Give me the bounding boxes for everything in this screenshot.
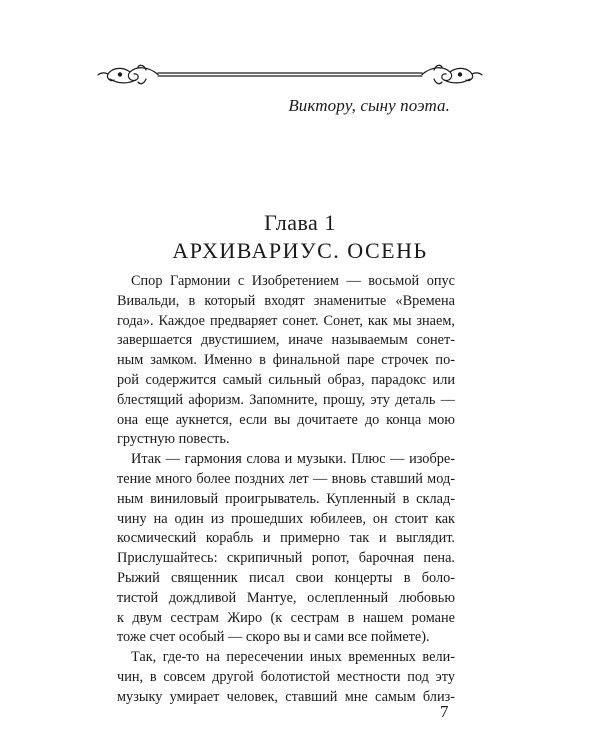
flourish-ornament-icon: [96, 62, 484, 88]
text-line: тение много более поздних лет — вновь ставший мод-: [117, 470, 455, 487]
chapter-body: [117, 272, 455, 708]
page-number: 7: [440, 702, 449, 721]
text-line: завершается двустишием, иначе называемым сонет-: [117, 332, 455, 349]
text-line: Вивальди, в который входят знаменитые «Времена: [117, 292, 455, 309]
text-line: она еще аукнется, если вы дочитаете до конца мою: [117, 411, 455, 428]
text-line: ным замком. Именно в финальной паре строчек по-: [117, 352, 455, 369]
text-line: года». Каждое предваряет сонет. Сонет, как мы знаем,: [117, 312, 455, 329]
text-line: Так, где-то на пересечении иных временных вели-: [131, 649, 455, 666]
text-line: грустную повесть.: [117, 431, 230, 448]
text-line: чину на один из прошедших юбилеев, он стоит как: [117, 510, 455, 527]
text-line: Итак — гармония слова и музыки. Плюс — изобре-: [131, 451, 455, 468]
ornamental-divider: [96, 62, 484, 88]
text-line: к двум сестрам Жиро (к сестрам в нашем романе: [117, 609, 455, 626]
text-line: тистой дождливой Мантуе, ослепленный любовью: [117, 589, 455, 606]
text-line: Прислушайтесь: скрипичный ропот, барочная пена.: [117, 550, 455, 567]
text-line: музыку умирает человек, ставший мне самым близ-: [117, 688, 455, 705]
text-line: чин, в совсем другой болотистой местности под эту: [117, 668, 455, 685]
paragraph: [117, 272, 455, 450]
text-line: блестящий афоризм. Запомните, прошу, эту деталь —: [117, 391, 455, 408]
chapter-title: АРХИВАРИУС. ОСЕНЬ: [172, 238, 428, 263]
text-line: Спор Гармонии с Изобретением — восьмой опус: [131, 273, 455, 289]
chapter-label: Глава 1: [264, 210, 336, 235]
text-line: рой содержится самый сильный образ, парадокс или: [117, 371, 455, 388]
text-line: тоже счет особый — скоро вы и сами все поймете).: [117, 629, 430, 646]
text-line: Рыжий священник писал свои концерты в боло-: [117, 569, 455, 586]
paragraph: [117, 450, 455, 648]
text-line: ным виниловый проигрыватель. Купленный в склад-: [117, 490, 455, 507]
dedication: Виктоpу, сыну поэта.: [288, 96, 450, 115]
text-line: космический корабль и примерно так и выглядит.: [117, 530, 455, 547]
paragraph: [117, 648, 455, 707]
